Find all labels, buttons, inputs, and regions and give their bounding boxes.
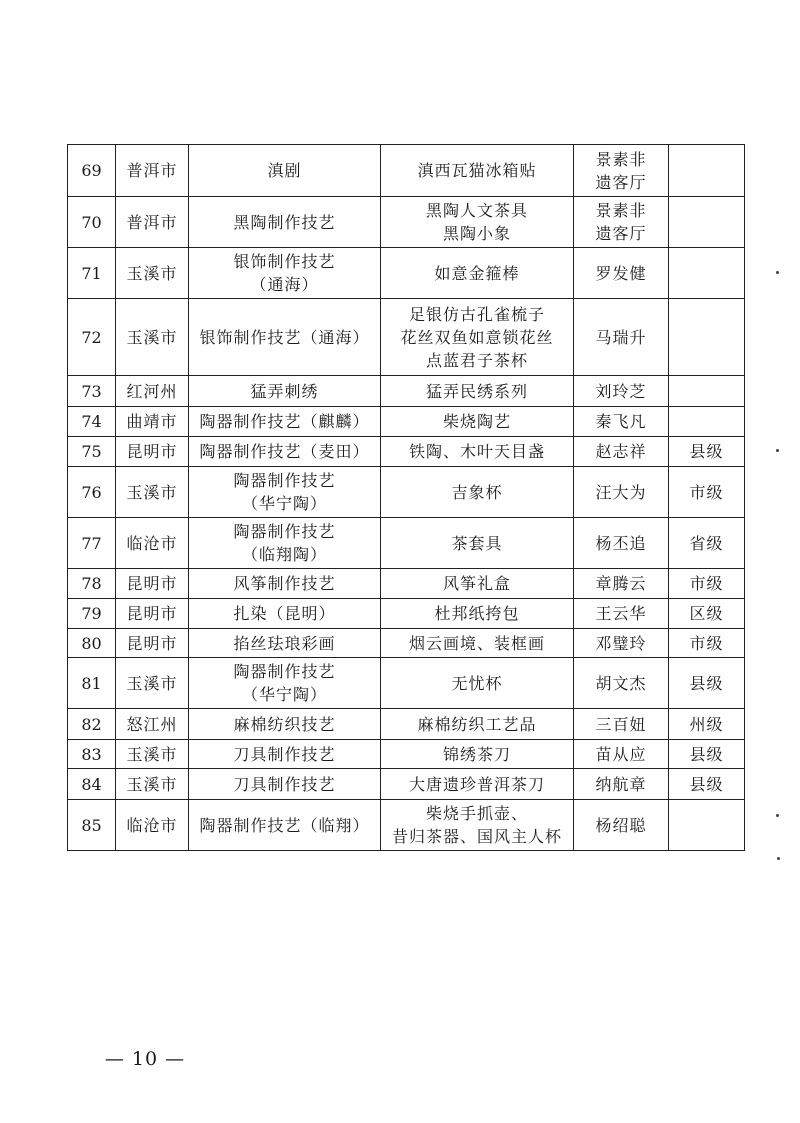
- city-cell: 曲靖市: [116, 407, 189, 437]
- maker-cell-line: 三百妞: [595, 714, 647, 734]
- craft-cell-line: 扎染（昆明）: [233, 604, 336, 623]
- table-row: [68, 248, 745, 299]
- maker-cell-line: 马瑞升: [595, 327, 647, 347]
- maker-cell: [574, 407, 669, 437]
- scan-speck: [777, 857, 780, 860]
- work-cell: [381, 658, 574, 709]
- maker-cell: [574, 599, 669, 629]
- maker-cell-line: 杨丕追: [595, 533, 647, 553]
- craft-cell: [189, 376, 381, 407]
- work-cell: [381, 709, 574, 740]
- city-cell: 临沧市: [116, 800, 189, 851]
- table-row: [68, 299, 745, 376]
- work-cell: [381, 145, 574, 197]
- craft-cell-line: 猛弄刺绣: [250, 381, 319, 401]
- city-cell: 昆明市: [116, 599, 189, 629]
- city-cell: 普洱市: [116, 145, 189, 197]
- maker-cell: [574, 800, 669, 851]
- craft-cell-line: 滇剧: [267, 161, 302, 180]
- craft-cell-line: 黑陶制作技艺: [233, 212, 336, 232]
- table-row: [68, 518, 745, 569]
- row-number: 81: [68, 658, 116, 709]
- work-cell-line: 大唐遗珍普洱茶刀: [408, 774, 545, 794]
- maker-cell: [574, 437, 669, 467]
- maker-cell-line: 秦飞凡: [595, 412, 647, 431]
- level-cell: 区级: [669, 599, 745, 629]
- city-cell: 普洱市: [116, 197, 189, 248]
- row-number: 76: [68, 467, 116, 518]
- maker-cell-line: 赵志祥: [595, 442, 647, 461]
- work-cell: [381, 740, 574, 769]
- craft-cell: [189, 629, 381, 658]
- row-number: 70: [68, 197, 116, 248]
- table-row: [68, 437, 745, 467]
- city-cell: 玉溪市: [116, 658, 189, 709]
- level-cell: 市级: [669, 629, 745, 658]
- work-cell: [381, 599, 574, 629]
- craft-cell: [189, 299, 381, 376]
- level-cell: [669, 407, 745, 437]
- maker-cell: [574, 197, 669, 248]
- work-cell: [381, 437, 574, 467]
- work-cell-line: 烟云画境、装框画: [408, 633, 545, 653]
- craft-cell-line: 陶器制作技艺（麒麟）: [199, 412, 370, 431]
- work-cell: [381, 518, 574, 569]
- craft-cell-line: 陶器制作技艺: [233, 662, 336, 681]
- work-cell-line: 滇西瓦猫冰箱贴: [417, 161, 537, 180]
- work-cell: [381, 629, 574, 658]
- table-row: [68, 197, 745, 248]
- craft-cell: [189, 599, 381, 629]
- row-number: 80: [68, 629, 116, 658]
- craft-cell-line: （华宁陶）: [241, 494, 327, 513]
- maker-cell-line: 罗发健: [595, 263, 647, 283]
- work-cell-line: 黑陶小象: [442, 224, 511, 243]
- craft-cell-line: （临翔陶）: [241, 545, 327, 564]
- craft-cell: [189, 248, 381, 299]
- page-number: — 10 —: [104, 1048, 186, 1070]
- work-cell: [381, 800, 574, 851]
- craft-cell: [189, 769, 381, 800]
- scan-speck: [776, 814, 779, 817]
- craft-cell-line: 陶器制作技艺（临翔）: [199, 815, 370, 835]
- work-cell-line: 无忧杯: [451, 673, 503, 693]
- level-cell: [669, 197, 745, 248]
- work-cell-line: 麻棉纺织工艺品: [417, 714, 537, 734]
- table-row: [68, 467, 745, 518]
- craft-cell: [189, 740, 381, 769]
- work-cell-line: 杜邦纸挎包: [434, 604, 520, 623]
- work-cell-line: 吉象杯: [451, 482, 503, 502]
- maker-cell-line: 纳航章: [595, 774, 647, 794]
- row-number: 83: [68, 740, 116, 769]
- work-cell-line: 点蓝君子茶杯: [425, 350, 528, 370]
- table-row: [68, 407, 745, 437]
- maker-cell-line: 汪大为: [595, 482, 647, 502]
- craft-cell-line: 陶器制作技艺: [233, 471, 336, 490]
- maker-cell-line: 刘玲芝: [595, 381, 647, 401]
- craft-cell: [189, 437, 381, 467]
- craft-cell: [189, 467, 381, 518]
- work-cell-line: 如意金箍棒: [434, 263, 520, 283]
- work-cell-line: 风筝礼盒: [442, 574, 511, 593]
- work-cell: [381, 197, 574, 248]
- row-number: 82: [68, 709, 116, 740]
- work-cell: [381, 569, 574, 599]
- row-number: 84: [68, 769, 116, 800]
- maker-cell-line: 王云华: [595, 604, 647, 623]
- table-row: [68, 376, 745, 407]
- maker-cell-line: 章腾云: [595, 574, 647, 593]
- table-row: [68, 599, 745, 629]
- work-cell-line: 黑陶人文茶具: [425, 201, 528, 220]
- table-body: [68, 145, 745, 851]
- craft-cell: [189, 569, 381, 599]
- craft-cell-line: 麻棉纺织技艺: [233, 714, 336, 734]
- table-row: [68, 569, 745, 599]
- row-number: 73: [68, 376, 116, 407]
- maker-cell-line: 景素非: [595, 201, 647, 220]
- maker-cell: [574, 740, 669, 769]
- table-row: [68, 709, 745, 740]
- maker-cell-line: 苗从应: [595, 744, 647, 764]
- craft-cell: [189, 145, 381, 197]
- craft-cell: [189, 658, 381, 709]
- craft-cell-line: （通海）: [250, 275, 319, 294]
- row-number: 69: [68, 145, 116, 197]
- city-cell: 昆明市: [116, 437, 189, 467]
- city-cell: 临沧市: [116, 518, 189, 569]
- row-number: 72: [68, 299, 116, 376]
- table-row: [68, 740, 745, 769]
- city-cell: 玉溪市: [116, 299, 189, 376]
- level-cell: [669, 800, 745, 851]
- heritage-product-table: [67, 144, 745, 851]
- level-cell: [669, 376, 745, 407]
- maker-cell-line: 景素非: [595, 149, 647, 169]
- work-cell-line: 昔归茶器、国风主人杯: [391, 827, 562, 846]
- row-number: 75: [68, 437, 116, 467]
- level-cell: 县级: [669, 658, 745, 709]
- row-number: 78: [68, 569, 116, 599]
- work-cell: [381, 467, 574, 518]
- craft-cell: [189, 518, 381, 569]
- level-cell: 县级: [669, 437, 745, 467]
- level-cell: 县级: [669, 740, 745, 769]
- maker-cell: [574, 376, 669, 407]
- row-number: 71: [68, 248, 116, 299]
- level-cell: 省级: [669, 518, 745, 569]
- city-cell: 玉溪市: [116, 467, 189, 518]
- city-cell: 昆明市: [116, 629, 189, 658]
- craft-cell: [189, 407, 381, 437]
- city-cell: 昆明市: [116, 569, 189, 599]
- level-cell: 市级: [669, 467, 745, 518]
- level-cell: [669, 145, 745, 197]
- craft-cell-line: 陶器制作技艺（麦田）: [199, 442, 370, 461]
- work-cell-line: 铁陶、木叶天目盏: [408, 442, 545, 461]
- work-cell-line: 柴烧陶艺: [442, 412, 511, 431]
- maker-cell: [574, 769, 669, 800]
- craft-cell-line: 银饰制作技艺（通海）: [199, 327, 370, 347]
- table-row: [68, 800, 745, 851]
- craft-cell-line: 刀具制作技艺: [233, 744, 336, 764]
- scan-speck: [776, 271, 779, 274]
- city-cell: 红河州: [116, 376, 189, 407]
- row-number: 77: [68, 518, 116, 569]
- maker-cell: [574, 299, 669, 376]
- maker-cell-line: 胡文杰: [595, 673, 647, 693]
- maker-cell: [574, 518, 669, 569]
- work-cell-line: 花丝双鱼如意锁花丝: [400, 327, 554, 347]
- craft-cell: [189, 709, 381, 740]
- work-cell-line: 茶套具: [451, 533, 503, 553]
- maker-cell: [574, 709, 669, 740]
- table-row: [68, 145, 745, 197]
- maker-cell-line: 杨绍聪: [595, 815, 647, 835]
- maker-cell-line: 遗客厅: [595, 224, 647, 243]
- maker-cell: [574, 629, 669, 658]
- work-cell-line: 锦绣茶刀: [442, 744, 511, 764]
- craft-cell: [189, 197, 381, 248]
- level-cell: 县级: [669, 769, 745, 800]
- work-cell-line: 猛弄民绣系列: [425, 381, 528, 401]
- work-cell-line: 柴烧手抓壶、: [425, 804, 528, 823]
- maker-cell: [574, 145, 669, 197]
- city-cell: 玉溪市: [116, 248, 189, 299]
- craft-cell: [189, 800, 381, 851]
- craft-cell-line: 风筝制作技艺: [233, 574, 336, 593]
- city-cell: 玉溪市: [116, 769, 189, 800]
- table-row: [68, 629, 745, 658]
- row-number: 85: [68, 800, 116, 851]
- maker-cell: [574, 569, 669, 599]
- maker-cell: [574, 658, 669, 709]
- work-cell: [381, 407, 574, 437]
- craft-cell-line: 陶器制作技艺: [233, 522, 336, 541]
- level-cell: [669, 248, 745, 299]
- craft-cell-line: 掐丝珐琅彩画: [233, 633, 336, 653]
- maker-cell-line: 邓璧玲: [595, 633, 647, 653]
- craft-cell-line: （华宁陶）: [241, 685, 327, 704]
- maker-cell: [574, 467, 669, 518]
- work-cell: [381, 376, 574, 407]
- level-cell: 州级: [669, 709, 745, 740]
- level-cell: 市级: [669, 569, 745, 599]
- level-cell: [669, 299, 745, 376]
- craft-cell-line: 刀具制作技艺: [233, 774, 336, 794]
- city-cell: 玉溪市: [116, 740, 189, 769]
- maker-cell-line: 遗客厅: [595, 172, 647, 192]
- craft-cell-line: 银饰制作技艺: [233, 252, 336, 271]
- table-row: [68, 658, 745, 709]
- work-cell: [381, 299, 574, 376]
- row-number: 79: [68, 599, 116, 629]
- city-cell: 怒江州: [116, 709, 189, 740]
- work-cell-line: 足银仿古孔雀梳子: [408, 304, 545, 324]
- maker-cell: [574, 248, 669, 299]
- table-row: [68, 769, 745, 800]
- work-cell: [381, 248, 574, 299]
- scan-speck: [776, 449, 779, 452]
- row-number: 74: [68, 407, 116, 437]
- work-cell: [381, 769, 574, 800]
